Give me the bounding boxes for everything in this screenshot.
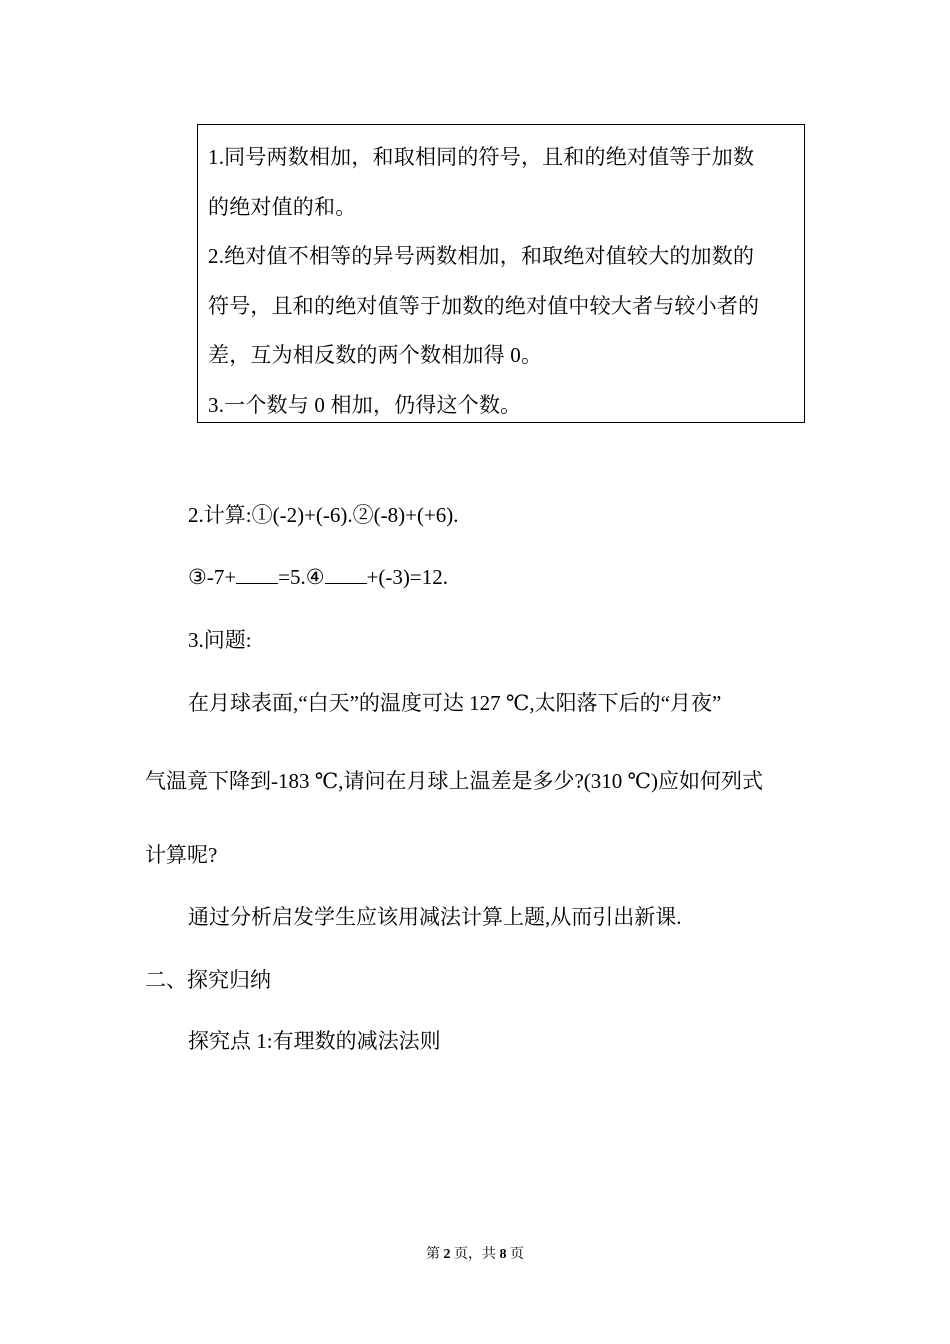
analysis-paragraph: 通过分析启发学生应该用减法计算上题,从而引出新课. (188, 905, 682, 929)
footer-suffix: 页 (510, 1247, 524, 1262)
rule-1-line-1: 1.同号两数相加，和取相同的符号，且和的绝对值等于加数 (208, 145, 755, 169)
subheading: 探究点 1:有理数的减法法则 (188, 1029, 441, 1053)
rule-3: 3.一个数与 0 相加，仍得这个数。 (208, 392, 522, 417)
calc-part-4: =5.④ (278, 565, 325, 589)
rule-2-line-3: 差，互为相反数的两个数相加得 0。 (208, 343, 543, 367)
question-paragraph-line-1: 在月球表面,“白天”的温度可达 127 ℃,太阳落下后的“月夜” (188, 691, 722, 715)
rule-2-line-1: 2.绝对值不相等的异号两数相加，和取绝对值较大的加数的 (208, 244, 755, 268)
question-paragraph-line-2: 气温竟下降到-183 ℃,请问在月球上温差是多少?(310 ℃)应如何列式 (145, 769, 764, 793)
rule-2-line-2: 符号，且和的绝对值等于加数的绝对值中较大者与较小者的 (208, 293, 760, 318)
footer-page-number: 2 (443, 1247, 451, 1262)
footer-middle: 页，共 (454, 1247, 496, 1262)
question-paragraph-line-3: 计算呢? (145, 843, 218, 867)
calculation-line-2 (188, 562, 448, 592)
calculation-line-1: 2.计算:①(-2)+(-6).②(-8)+(+6). (188, 503, 459, 527)
calc-part-3: ③-7+ (188, 565, 237, 589)
page-footer (0, 1245, 950, 1265)
calc-part-4-tail: +(-3)=12. (366, 565, 449, 589)
addition-rules-box (197, 124, 805, 423)
rule-1-line-2: 的绝对值的和。 (208, 194, 357, 219)
section-heading: 二、探究归纳 (145, 968, 271, 992)
answer-blank-2 (325, 563, 367, 584)
answer-blank-1 (236, 563, 278, 584)
footer-prefix: 第 (426, 1247, 440, 1262)
question-label: 3.问题: (188, 628, 252, 652)
footer-total-pages: 8 (499, 1247, 507, 1262)
